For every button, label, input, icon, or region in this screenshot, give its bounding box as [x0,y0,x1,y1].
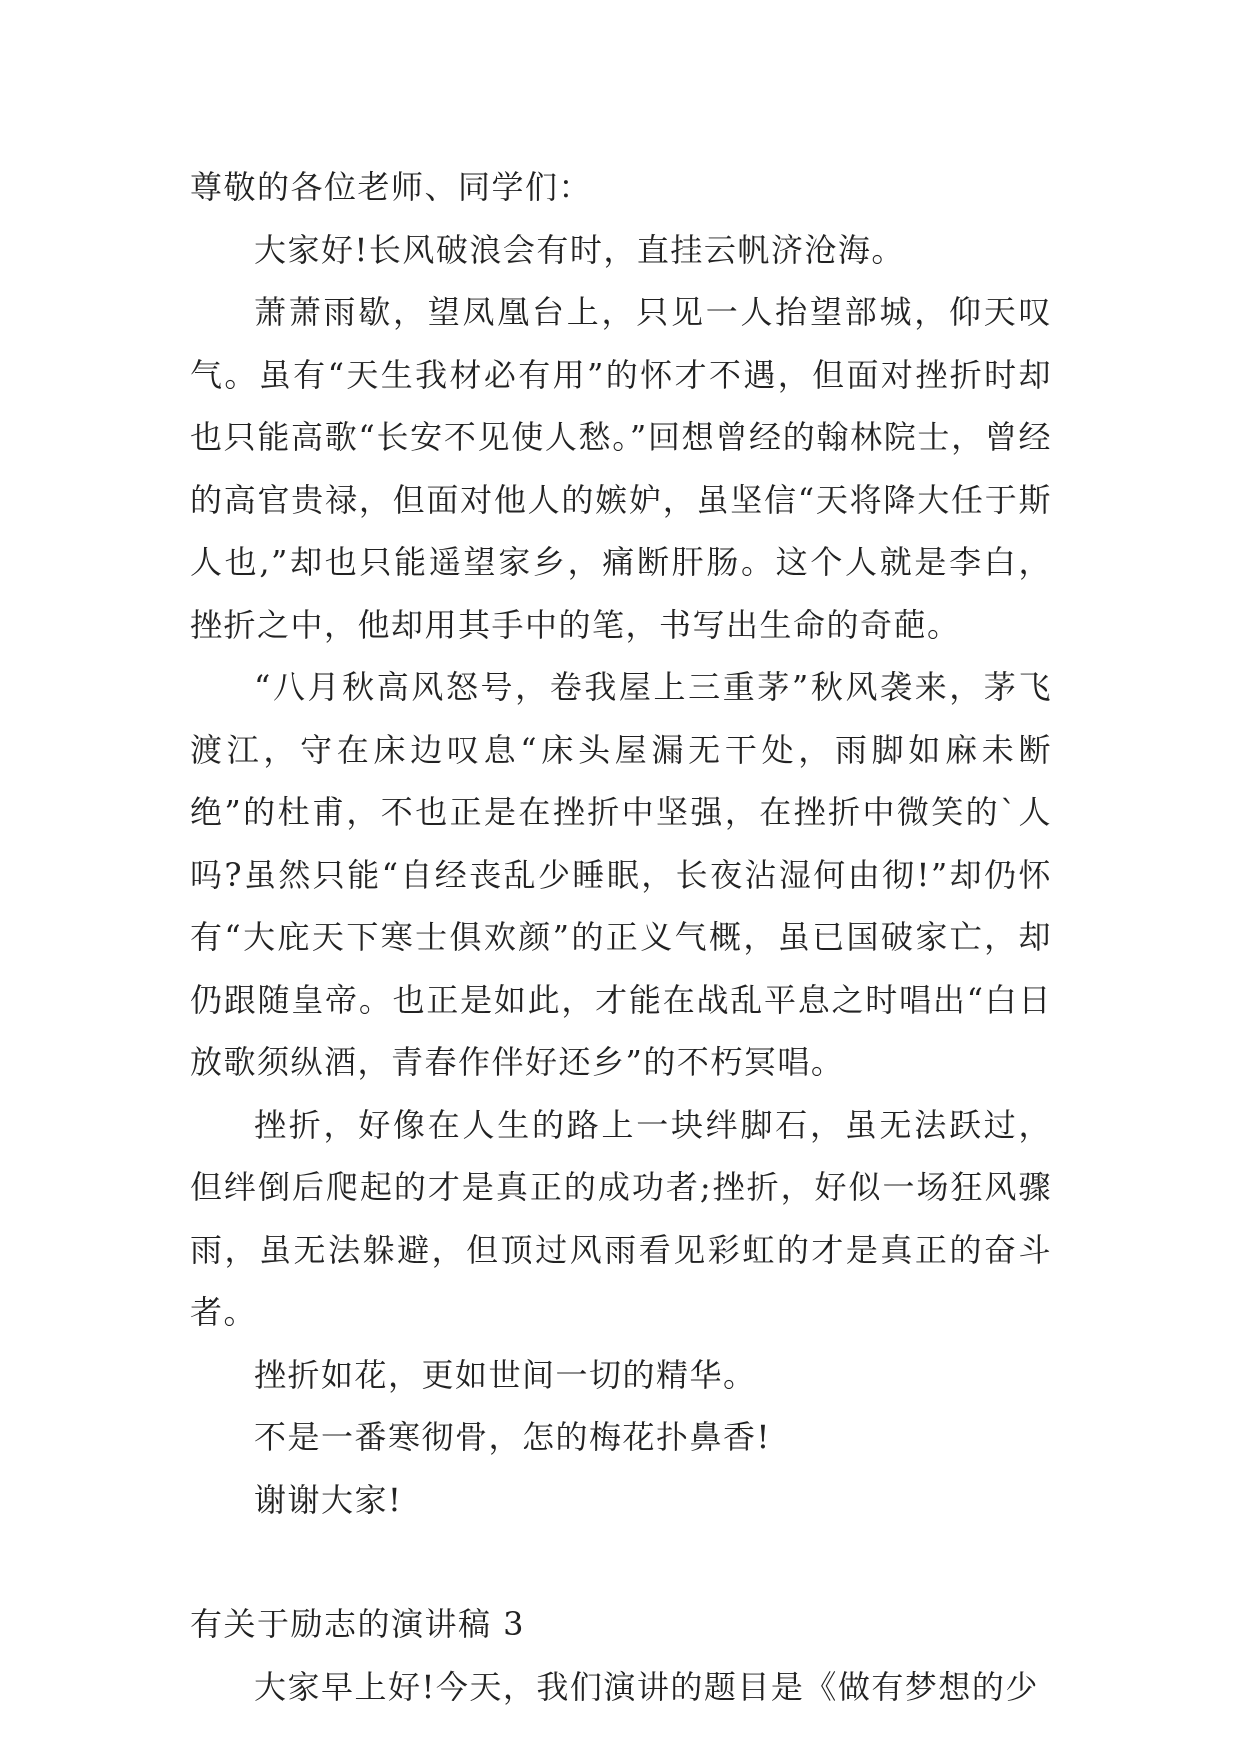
paragraph-du-fu: “八月秋高风怒号，卷我屋上三重茅”秋风袭来，茅飞渡江，守在床边叹息“床头屋漏无干处，雨脚如麻未断绝”的杜甫，不也正是在挫折中坚强，在挫折中微笑的`人吗?虽然只能“自经丧乱少睡眠，长夜沾湿何由彻!”却仍怀有“大庇天下寒士俱欢颜”的正义气概，虽已国破家亡，却仍跟随皇帝。也正是如此，才能在战乱平息之时唱出“白日放歌须纵酒，青春作伴好还乡”的不朽冥唱。 [190,668,1052,1081]
section-spacer [190,1531,1052,1593]
paragraph-plum-blossom: 不是一番寒彻骨，怎的梅花扑鼻香! [254,1418,771,1456]
paragraph-setbacks: 挫折，好像在人生的路上一块绊脚石，虽无法跃过，但绊倒后爬起的才是真正的成功者;挫折，好似一场狂风骤雨，虽无法躲避，但顶过风雨看见彩虹的才是真正的奋斗者。 [190,1105,1052,1331]
salutation: 尊敬的各位老师、同学们： [190,168,593,206]
greeting-paragraph: 大家好!长风破浪会有时，直挂云帆济沧海。 [254,230,905,269]
paragraph-li-bai: 萧萧雨歇，望凤凰台上，只见一人抬望部城，仰天叹气。虽有“天生我材必有用”的怀才不遇，但面对挫折时却也只能高歌“长安不见使人愁。”回想曾经的翰林院士，曾经的高官贵禄，但面对他人的嫉妒，虽坚信“天将降大任于斯人也,”却也只能遥望家乡，痛断肝肠。这个人就是李白，挫折之中，他却用其手中的笔，书写出生命的奇葩。 [190,293,1052,644]
paragraph-setbacks-flower: 挫折如花，更如世间一切的精华。 [254,1355,757,1394]
paragraph-thanks: 谢谢大家! [254,1480,403,1519]
section-title: 有关于励志的演讲稿 3 [190,1605,526,1643]
document-body [190,156,1052,1718]
section-opening-paragraph: 大家早上好!今天，我们演讲的题目是《做有梦想的少 [254,1667,1039,1706]
